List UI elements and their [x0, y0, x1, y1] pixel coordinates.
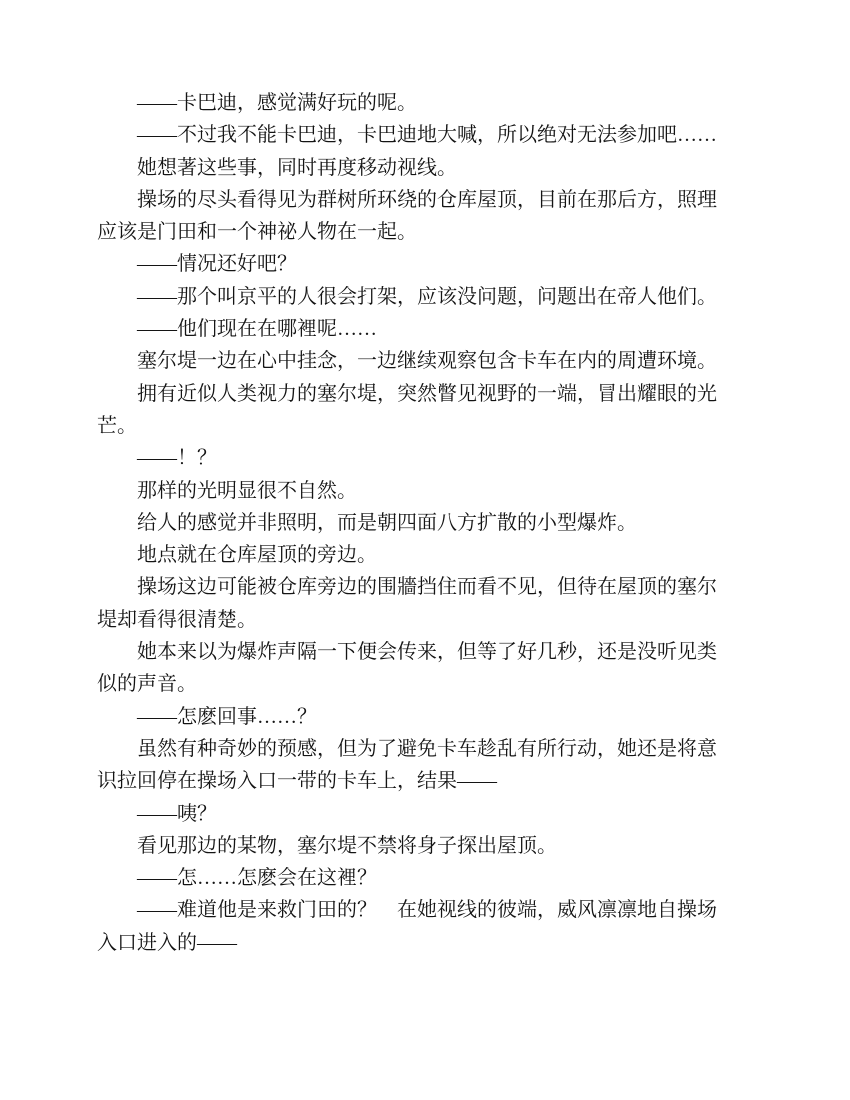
text-line: 她想著这些事，同时再度移动视线。 — [137, 156, 457, 179]
text-line: 给人的感觉并非照明，而是朝四面八方扩散的小型爆炸。 — [137, 511, 637, 534]
text-line: 拥有近似人类视力的塞尔堤，突然瞥见视野的一端，冒出耀眼的光 — [137, 382, 717, 405]
text-line: ——咦？ — [137, 802, 217, 825]
text-line: 芒。 — [97, 414, 137, 437]
text-line: 入口进入的—— — [97, 931, 237, 954]
text-line: ——难道他是来救门田的？ 在她视线的彼端，威风凛凛地自操场 — [137, 899, 717, 922]
text-line: ——怎……怎麽会在这裡？ — [137, 867, 377, 890]
text-line: 地点就在仓库屋顶的旁边。 — [137, 544, 377, 567]
text-line: ——那个叫京平的人很会打架，应该没问题，问题出在帝人他们。 — [137, 285, 717, 308]
text-line: 堤却看得很清楚。 — [97, 608, 257, 631]
text-line: 看见那边的某物，塞尔堤不禁将身子探出屋顶。 — [137, 834, 557, 857]
text-line: 似的声音。 — [97, 673, 197, 696]
text-line: 她本来以为爆炸声隔一下便会传来，但等了好几秒，还是没听见类 — [137, 641, 717, 664]
text-line: ——不过我不能卡巴迪，卡巴迪地大喊，所以绝对无法参加吧…… — [137, 124, 717, 147]
text-line: 操场的尽头看得见为群树所环绕的仓库屋顶，目前在那后方，照理 — [137, 188, 717, 211]
text-line: ——！？ — [137, 447, 217, 470]
text-line: 应该是门田和一个神祕人物在一起。 — [97, 221, 417, 244]
text-line: 那样的光明显很不自然。 — [137, 479, 357, 502]
text-lines — [97, 87, 745, 959]
text-line: ——卡巴迪，感觉满好玩的呢。 — [137, 92, 417, 114]
text-line: 塞尔堤一边在心中挂念，一边继续观察包含卡车在内的周遭环境。 — [137, 350, 717, 373]
text-line: 虽然有种奇妙的预感，但为了避免卡车趁乱有所行动，她还是将意 — [137, 737, 717, 760]
text-line: ——怎麽回事……？ — [137, 705, 317, 728]
text-line: 识拉回停在操场入口一带的卡车上，结果—— — [97, 770, 497, 793]
text-line: 操场这边可能被仓库旁边的围牆挡住而看不见，但待在屋顶的塞尔 — [137, 576, 717, 599]
text-line: ——情况还好吧？ — [137, 253, 297, 276]
text-line: ——他们现在在哪裡呢…… — [137, 318, 377, 341]
